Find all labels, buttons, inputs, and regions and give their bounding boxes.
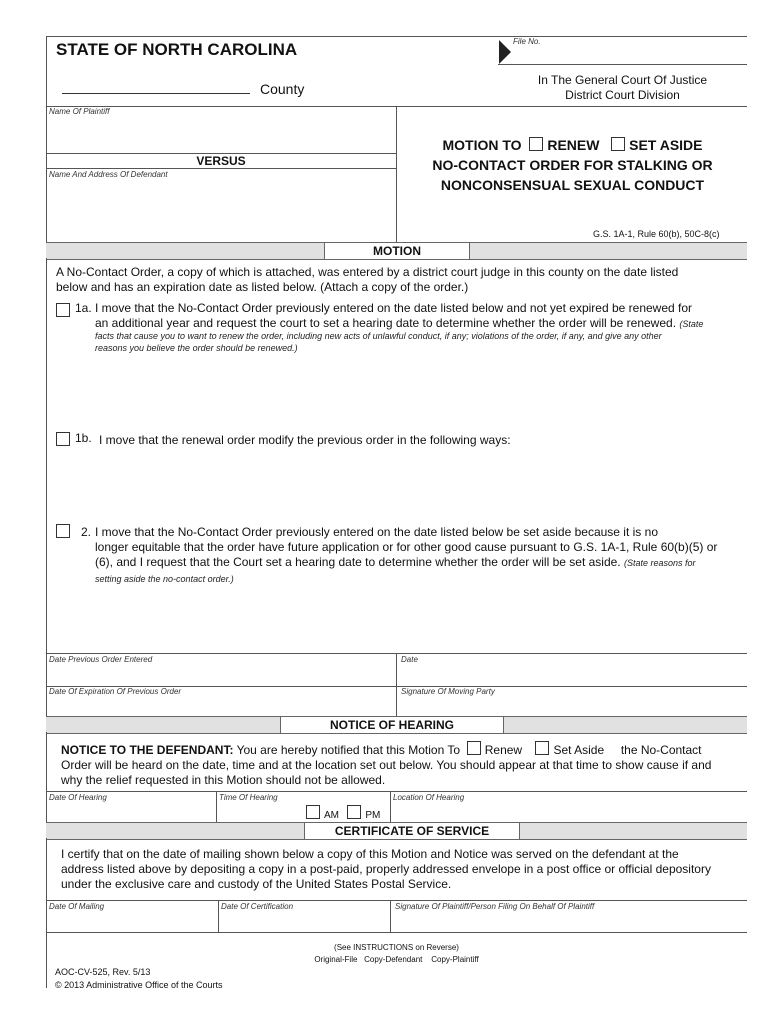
defendant-label: Name And Address Of Defendant <box>49 170 168 179</box>
item-1a-line-2: an additional year and request the court to set a hearing date to determine whether the order will be renewed. <box>95 316 677 330</box>
motion-intro-line-2: below and has an expiration date as listed below. (Attach a copy of the order.) <box>56 280 469 294</box>
date-of-certification-label: Date Of Certification <box>221 902 294 911</box>
am-checkbox[interactable] <box>306 805 320 819</box>
defendant-field[interactable] <box>49 182 393 240</box>
signature-moving-party-field[interactable] <box>401 698 743 716</box>
item-2-label: 2. <box>81 525 92 539</box>
item-1b-text: I move that the renewal order modify the previous order in the following ways: <box>99 433 511 447</box>
date-of-hearing-field[interactable] <box>49 804 213 821</box>
date-expiration-label: Date Of Expiration Of Previous Order <box>49 687 182 696</box>
title-line-2: NO-CONTACT ORDER FOR STALKING OR <box>432 157 713 173</box>
date-of-certification-field[interactable] <box>221 913 387 930</box>
item-2-note-b: setting aside the no-contact order.) <box>95 574 234 584</box>
plaintiff-label: Name Of Plaintiff <box>49 107 110 116</box>
certificate-heading: CERTIFICATE OF SERVICE <box>304 823 520 839</box>
notice-line-2: Order will be heard on the date, time and at the location set out below. You should appear at that time to show cause if and <box>61 758 712 772</box>
set-aside-checkbox[interactable] <box>611 137 625 151</box>
date-expiration-field[interactable] <box>49 698 393 716</box>
date-field[interactable] <box>401 666 743 684</box>
motion-section-bar <box>46 242 747 260</box>
file-no-label: File No. <box>513 37 541 46</box>
am-pm-selector <box>306 805 380 821</box>
plaintiff-field[interactable] <box>49 118 393 152</box>
item-1b-checkbox[interactable] <box>56 432 70 446</box>
item-2-checkbox[interactable] <box>56 524 70 538</box>
item-1b-modifications-field[interactable] <box>95 452 735 517</box>
notice-line-3: why the relief requested in this Motion should not be allowed. <box>61 773 386 787</box>
set-aside-label: SET ASIDE <box>629 137 703 153</box>
renew-label: RENEW <box>547 137 600 153</box>
court-line-1: In The General Court Of Justice <box>537 73 708 87</box>
instructions-note: (See INSTRUCTIONS on Reverse) <box>334 943 459 952</box>
notice-text <box>61 741 711 788</box>
notice-heading: NOTICE OF HEARING <box>280 717 504 733</box>
motion-heading: MOTION <box>324 243 470 259</box>
court-line-2: District Court Division <box>565 88 680 102</box>
signature-plaintiff-field[interactable] <box>395 913 743 930</box>
item-1a-note <box>95 330 662 354</box>
date-label: Date <box>401 655 418 664</box>
certificate-line-1: I certify that on the date of mailing shown below a copy of this Motion and Notice was served on the defendant at the <box>61 847 679 861</box>
motion-intro-line-1: A No-Contact Order, a copy of which is attached, was entered by a district court judge in this county on the date listed <box>56 265 679 279</box>
item-2-reasons-field[interactable] <box>95 590 735 650</box>
location-of-hearing-label: Location Of Hearing <box>393 793 465 802</box>
am-label: AM <box>324 810 339 821</box>
item-1a-note-b: facts that cause you to want to renew the order, including new acts of unlawful conduct, if any; violations of the order, if any, and give any other <box>95 331 662 341</box>
certificate-line-2: address listed above by depositing a copy in a post-paid, properly addressed envelope in a post office or official depository <box>61 862 711 876</box>
county-label: County <box>260 81 305 97</box>
distribution-note: Original-File Copy-Defendant Copy-Plaintiff <box>314 955 479 964</box>
item-1b-label: 1b. <box>75 431 92 445</box>
item-1a-checkbox[interactable] <box>56 303 70 317</box>
item-1a-text <box>95 301 703 332</box>
motion-title <box>398 135 747 195</box>
time-of-hearing-label: Time Of Hearing <box>219 793 278 802</box>
motion-to-label: MOTION TO <box>442 137 522 153</box>
file-no-arrow-icon <box>499 40 511 64</box>
date-previous-order-label: Date Previous Order Entered <box>49 655 153 664</box>
notice-set-aside-label: Set Aside <box>553 743 605 757</box>
statute-reference: G.S. 1A-1, Rule 60(b), 50C-8(c) <box>593 229 720 239</box>
item-2-line-2: longer equitable that the order have future application or for other good cause pursuant to G.S. 1A-1, Rule 60(b)(5) or <box>95 540 718 554</box>
notice-line-1: You are hereby notified that this Motion To <box>236 743 461 757</box>
notice-section-bar <box>46 716 747 734</box>
form-number: AOC-CV-525, Rev. 5/13 <box>55 967 151 977</box>
item-2-line-3: (6), and I request that the Court set a hearing date to determine whether the order will be set aside. <box>95 555 621 569</box>
notice-renew-checkbox[interactable] <box>467 741 481 755</box>
motion-intro <box>56 265 678 295</box>
item-1a-label: 1a. <box>75 301 92 315</box>
court-name <box>498 73 747 103</box>
certificate-text <box>61 847 711 892</box>
county-input-line[interactable] <box>62 93 250 94</box>
pm-checkbox[interactable] <box>347 805 361 819</box>
time-of-hearing-field[interactable] <box>219 804 304 821</box>
pm-label: PM <box>365 810 381 821</box>
renew-checkbox[interactable] <box>529 137 543 151</box>
item-2-note-a: (State reasons for <box>623 558 696 568</box>
date-of-hearing-label: Date Of Hearing <box>49 793 107 802</box>
state-title: STATE OF NORTH CAROLINA <box>56 40 298 59</box>
date-of-mailing-field[interactable] <box>49 913 215 930</box>
signature-moving-party-label: Signature Of Moving Party <box>401 687 495 696</box>
item-2-text <box>95 525 717 571</box>
certificate-line-3: under the exclusive care and custody of the United States Postal Service. <box>61 877 452 891</box>
item-2-line-1: I move that the No-Contact Order previously entered on the date listed below be set aside because it is no <box>95 525 658 539</box>
item-1a-facts-field[interactable] <box>95 360 735 425</box>
notice-lead: NOTICE TO THE DEFENDANT: <box>61 743 234 757</box>
notice-renew-label: Renew <box>484 743 523 757</box>
date-previous-order-field[interactable] <box>49 666 393 684</box>
notice-line-1b: the No-Contact <box>620 743 702 757</box>
date-of-mailing-label: Date Of Mailing <box>49 902 105 911</box>
copyright: © 2013 Administrative Office of the Courts <box>55 980 223 990</box>
signature-plaintiff-label: Signature Of Plaintiff/Person Filing On Behalf Of Plaintiff <box>395 902 595 911</box>
item-1a-line-1: I move that the No-Contact Order previously entered on the date listed below and not yet expired be renewed for <box>95 301 693 315</box>
certificate-section-bar <box>46 822 747 840</box>
notice-set-aside-checkbox[interactable] <box>535 741 549 755</box>
title-line-3: NONCONSENSUAL SEXUAL CONDUCT <box>440 177 705 193</box>
item-1a-note-a: (State <box>679 319 704 329</box>
item-1a-note-c: reasons you believe the order should be renewed.) <box>95 343 298 353</box>
versus-label: VERSUS <box>196 154 246 168</box>
location-of-hearing-field[interactable] <box>393 804 743 821</box>
